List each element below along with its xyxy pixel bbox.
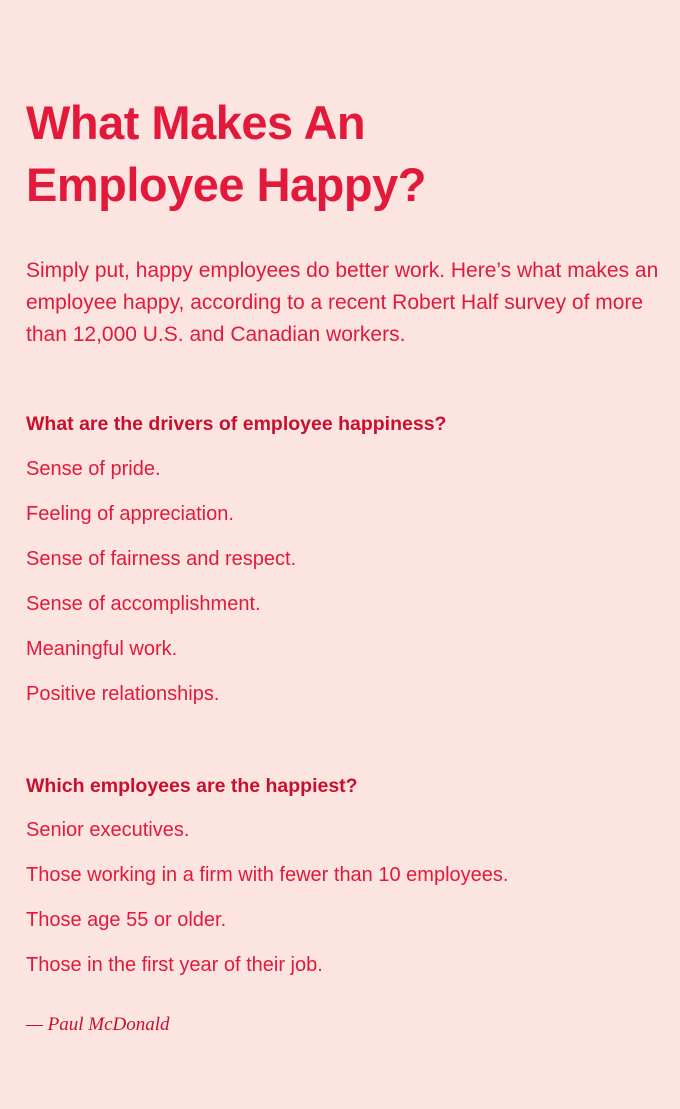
list-item: Feeling of appreciation. [26,503,234,525]
list-item: Those working in a firm with fewer than 10 employees. [26,864,509,886]
list-item: Positive relationships. [26,683,220,705]
title-line-1: What Makes An [26,96,366,149]
happiest-list [26,817,508,997]
article-title [26,92,426,216]
happiest-heading: Which employees are the happiest? [26,775,358,797]
title-line-2: Employee Happy? [26,158,426,211]
list-item: Sense of fairness and respect. [26,548,297,570]
list-item: Sense of pride. [26,458,161,480]
list-item: Those in the first year of their job. [26,954,323,976]
list-item: Sense of accomplishment. [26,593,261,615]
byline: — Paul McDonald [26,1014,170,1035]
drivers-list [26,456,296,726]
intro-paragraph: Simply put, happy employees do better work. Here’s what makes an employee happy, according to a recent Robert Half survey of more than 12,000 U.S. and Canadian workers. [26,259,659,346]
list-item: Senior executives. [26,819,190,841]
list-item: Meaningful work. [26,638,178,660]
list-item: Those age 55 or older. [26,909,227,931]
drivers-heading: What are the drivers of employee happiness? [26,413,447,435]
